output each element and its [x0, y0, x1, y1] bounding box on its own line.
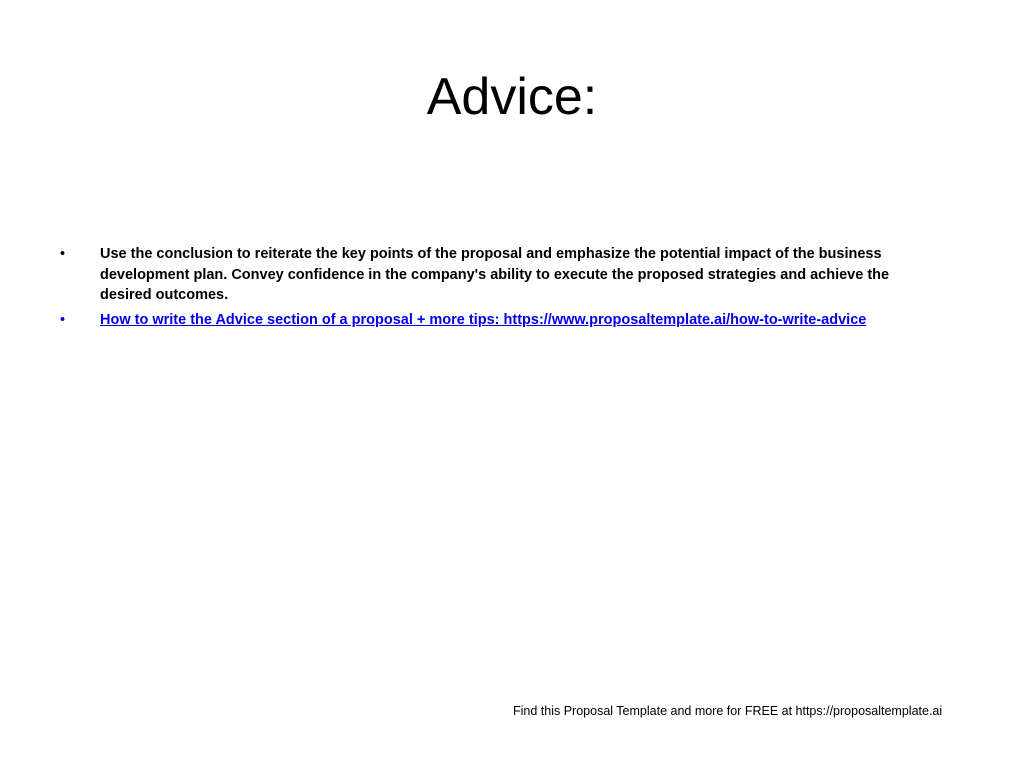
slide-title: Advice: [426, 68, 598, 126]
bullet-text: Use the conclusion to reiterate the key points of the proposal and emphasize the potential impact of the business development plan. Convey confidence in the company's ability to execute the proposed strategies and achieve the desired outcomes. [100, 246, 890, 303]
bullet-item-conclusion [58, 244, 918, 306]
advice-tips-link[interactable]: How to write the Advice section of a proposal + more tips: https://www.proposaltemplate.ai/how-to-write-advice [100, 311, 867, 328]
bullet-dot-icon: • [60, 311, 66, 328]
bullet-item-link [58, 310, 918, 331]
bullet-dot-icon: • [60, 246, 66, 262]
bullet-list [58, 244, 918, 334]
footer-note: Find this Proposal Template and more for FREE at https://proposaltemplate.ai [513, 704, 943, 718]
